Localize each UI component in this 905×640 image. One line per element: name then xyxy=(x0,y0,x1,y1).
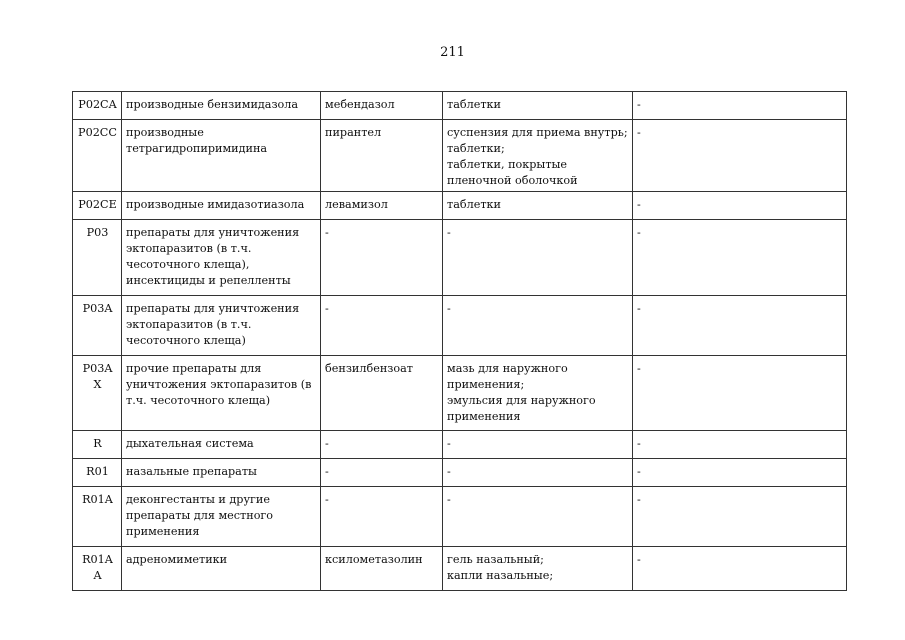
form-cell-text: - xyxy=(447,437,451,450)
code-cell-text: P02CA xyxy=(78,98,117,111)
group-cell-text: производные имидазотиазола xyxy=(126,198,305,211)
code-cell xyxy=(73,296,122,356)
form-cell-text: - xyxy=(447,493,451,506)
code-cell-text: P03A xyxy=(82,302,113,315)
note-cell xyxy=(633,431,847,459)
form-cell xyxy=(443,547,633,591)
page-number: 211 xyxy=(440,45,465,60)
code-cell-text: R01A xyxy=(82,493,113,506)
note-cell-text: - xyxy=(637,465,641,478)
group-cell xyxy=(122,120,321,192)
inn-cell xyxy=(321,296,443,356)
group-cell-text: деконгестанты и другие xyxy=(126,493,270,506)
code-cell xyxy=(73,92,122,120)
form-cell xyxy=(443,459,633,487)
group-cell-text: препараты для местного xyxy=(126,509,274,522)
group-cell-text: инсектициды и репелленты xyxy=(126,274,291,287)
code-cell-text: P03A xyxy=(82,362,113,375)
form-cell xyxy=(443,487,633,547)
table-row xyxy=(73,192,847,220)
code-cell xyxy=(73,547,122,591)
inn-cell-text: мебендазол xyxy=(325,98,395,111)
form-cell-text: таблетки, покрытые xyxy=(447,158,568,171)
inn-cell xyxy=(321,547,443,591)
group-cell-text: чесоточного клеща) xyxy=(126,334,246,347)
group-cell-text: т.ч. чесоточного клеща) xyxy=(126,394,271,407)
table-row xyxy=(73,547,847,591)
form-cell xyxy=(443,356,633,431)
inn-cell xyxy=(321,431,443,459)
code-cell-text: X xyxy=(93,378,102,391)
inn-cell xyxy=(321,459,443,487)
group-cell xyxy=(122,92,321,120)
group-cell-text: назальные препараты xyxy=(126,465,257,478)
group-cell-text: эктопаразитов (в т.ч. xyxy=(126,242,252,255)
code-cell-text: R xyxy=(93,437,102,450)
drug-table xyxy=(72,91,847,591)
group-cell xyxy=(122,487,321,547)
table-row xyxy=(73,220,847,296)
code-cell xyxy=(73,431,122,459)
inn-cell xyxy=(321,120,443,192)
inn-cell-text: - xyxy=(325,493,329,506)
group-cell xyxy=(122,296,321,356)
note-cell xyxy=(633,92,847,120)
form-cell xyxy=(443,431,633,459)
form-cell-text: суспензия для приема внутрь; xyxy=(447,126,628,139)
note-cell-text: - xyxy=(637,302,641,315)
note-cell xyxy=(633,547,847,591)
note-cell-text: - xyxy=(637,198,641,211)
code-cell xyxy=(73,120,122,192)
note-cell-text: - xyxy=(637,362,641,375)
form-cell-text: эмульсия для наружного xyxy=(447,394,596,407)
note-cell xyxy=(633,220,847,296)
form-cell-text: пленочной оболочкой xyxy=(447,174,578,187)
note-cell-text: - xyxy=(637,493,641,506)
form-cell-text: - xyxy=(447,465,451,478)
table-row xyxy=(73,92,847,120)
note-cell-text: - xyxy=(637,126,641,139)
inn-cell xyxy=(321,220,443,296)
inn-cell-text: бензилбензоат xyxy=(325,362,413,375)
code-cell xyxy=(73,356,122,431)
form-cell xyxy=(443,220,633,296)
form-cell-text: гель назальный; xyxy=(447,553,544,566)
note-cell xyxy=(633,356,847,431)
table-row xyxy=(73,296,847,356)
table-row xyxy=(73,487,847,547)
form-cell-text: применения; xyxy=(447,378,525,391)
code-cell xyxy=(73,220,122,296)
code-cell xyxy=(73,192,122,220)
group-cell-text: адреномиметики xyxy=(126,553,228,566)
table-row xyxy=(73,356,847,431)
inn-cell xyxy=(321,356,443,431)
note-cell-text: - xyxy=(637,226,641,239)
form-cell xyxy=(443,296,633,356)
group-cell-text: производные бензимидазола xyxy=(126,98,299,111)
note-cell-text: - xyxy=(637,437,641,450)
inn-cell-text: - xyxy=(325,302,329,315)
inn-cell xyxy=(321,192,443,220)
form-cell-text: мазь для наружного xyxy=(447,362,568,375)
code-cell-text: R01A xyxy=(82,553,113,566)
inn-cell-text: левамизол xyxy=(325,198,388,211)
inn-cell-text: - xyxy=(325,226,329,239)
code-cell-text: P02CE xyxy=(78,198,117,211)
table-row xyxy=(73,431,847,459)
table-row xyxy=(73,120,847,192)
group-cell-text: применения xyxy=(126,525,200,538)
code-cell-text: A xyxy=(93,569,102,582)
form-cell-text: таблетки; xyxy=(447,142,505,155)
form-cell xyxy=(443,92,633,120)
form-cell xyxy=(443,192,633,220)
group-cell-text: производные xyxy=(126,126,204,139)
group-cell-text: тетрагидропиримидина xyxy=(126,142,268,155)
note-cell-text: - xyxy=(637,98,641,111)
code-cell-text: R01 xyxy=(86,465,109,478)
group-cell xyxy=(122,459,321,487)
form-cell-text: капли назальные; xyxy=(447,569,554,582)
group-cell xyxy=(122,356,321,431)
form-cell-text: таблетки xyxy=(447,98,501,111)
form-cell-text: - xyxy=(447,226,451,239)
group-cell-text: препараты для уничтожения xyxy=(126,302,300,315)
form-cell xyxy=(443,120,633,192)
group-cell-text: уничтожения эктопаразитов (в xyxy=(126,378,312,391)
note-cell xyxy=(633,192,847,220)
group-cell xyxy=(122,431,321,459)
code-cell xyxy=(73,459,122,487)
table-row xyxy=(73,459,847,487)
form-cell-text: таблетки xyxy=(447,198,501,211)
group-cell xyxy=(122,547,321,591)
inn-cell-text: пирантел xyxy=(325,126,382,139)
group-cell-text: эктопаразитов (в т.ч. xyxy=(126,318,252,331)
inn-cell-text: ксилометазолин xyxy=(325,553,423,566)
note-cell xyxy=(633,487,847,547)
inn-cell-text: - xyxy=(325,465,329,478)
note-cell xyxy=(633,459,847,487)
code-cell-text: P03 xyxy=(86,226,109,239)
group-cell-text: препараты для уничтожения xyxy=(126,226,300,239)
form-cell-text: - xyxy=(447,302,451,315)
table-body xyxy=(73,92,847,591)
inn-cell-text: - xyxy=(325,437,329,450)
form-cell-text: применения xyxy=(447,410,521,423)
inn-cell xyxy=(321,92,443,120)
code-cell xyxy=(73,487,122,547)
group-cell xyxy=(122,220,321,296)
code-cell-text: P02CC xyxy=(78,126,117,139)
group-cell-text: дыхательная система xyxy=(126,437,254,450)
group-cell xyxy=(122,192,321,220)
group-cell-text: прочие препараты для xyxy=(126,362,262,375)
note-cell xyxy=(633,120,847,192)
group-cell-text: чесоточного клеща), xyxy=(126,258,250,271)
inn-cell xyxy=(321,487,443,547)
note-cell-text: - xyxy=(637,553,641,566)
note-cell xyxy=(633,296,847,356)
